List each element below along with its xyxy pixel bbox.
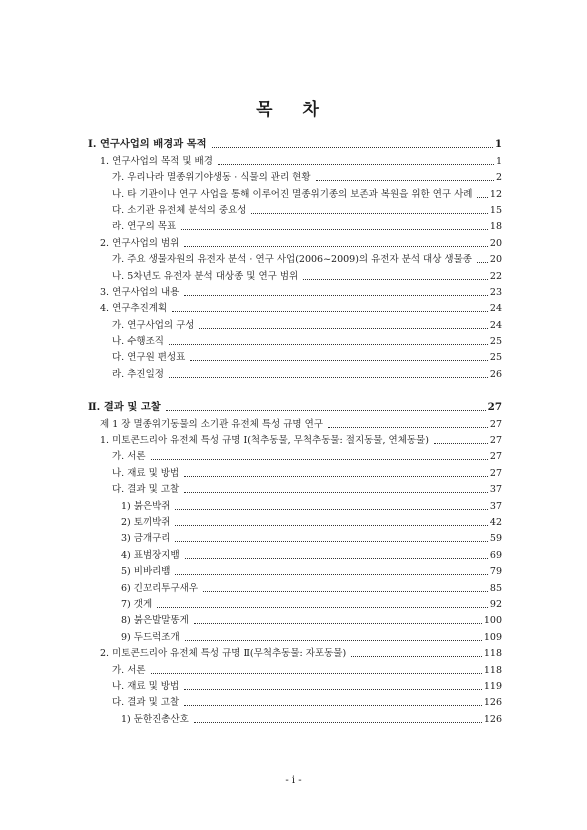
dot-leader (194, 623, 482, 624)
toc-entry[interactable] (88, 347, 502, 363)
dot-leader (328, 427, 488, 428)
dot-leader (185, 640, 482, 641)
toc-entry-title: 5) 비바리뱀 (121, 566, 171, 578)
dot-leader (184, 476, 488, 477)
toc-entry-title: 2) 토끼박쥐 (121, 516, 171, 528)
toc-entry-page: 126 (483, 697, 502, 709)
toc-entry[interactable] (88, 200, 502, 216)
dot-leader (184, 295, 488, 296)
toc-entry-title: 가. 우리나라 멸종위기야생동 · 식물의 관리 현황 (112, 172, 311, 184)
toc-entry-title: 3. 연구사업의 내용 (100, 286, 180, 298)
dot-leader (251, 213, 488, 214)
toc-entry-page: 85 (489, 582, 502, 594)
dot-leader (351, 656, 482, 657)
dot-leader (434, 443, 488, 444)
toc-entry[interactable] (88, 331, 502, 347)
dot-leader (194, 722, 482, 723)
toc-entry-page: 37 (489, 484, 502, 496)
toc-entry[interactable] (88, 659, 502, 675)
toc-entry-title: 8) 붉은발말똥게 (121, 615, 189, 627)
toc-entry-title: 3) 금개구리 (121, 533, 171, 545)
toc-entry-title: 다. 연구원 편성표 (112, 352, 186, 364)
toc-entry-page: 126 (483, 713, 502, 725)
toc-entry[interactable] (88, 643, 502, 659)
toc-entry-page: 23 (489, 286, 502, 298)
toc-entry-page: 27 (489, 467, 502, 479)
dot-leader (175, 509, 487, 510)
toc-entry[interactable] (88, 446, 502, 462)
toc-entry[interactable] (88, 692, 502, 708)
toc-entry-page: 69 (489, 549, 502, 561)
dot-leader (203, 591, 488, 592)
dot-leader (477, 197, 487, 198)
toc-entry-title: 1. 미토콘드리아 유전체 특성 규명 Ⅰ(척추동물, 무척추동물: 절지동물, 연체동물) (100, 435, 429, 447)
toc-entry-title: 나. 재료 및 방법 (112, 680, 180, 692)
toc-entry-page: 25 (489, 336, 502, 348)
toc-entry[interactable] (88, 397, 502, 413)
dot-leader (199, 328, 487, 329)
toc-entry-page: 37 (489, 500, 502, 512)
toc-entry-page: 2 (495, 172, 502, 184)
toc-entry-title: 다. 소기관 유전체 분석의 중요성 (112, 204, 247, 216)
toc-entry[interactable] (88, 167, 502, 183)
toc-entry[interactable] (88, 298, 502, 314)
toc-entry[interactable] (88, 544, 502, 560)
toc-entry-page: 79 (489, 566, 502, 578)
toc-entry-title: 가. 서론 (112, 451, 146, 463)
toc-entry-title: 2. 미토콘드리아 유전체 특성 규명 Ⅱ(무척추동물: 자포동물) (100, 648, 347, 660)
toc-entry-page: 1 (494, 138, 502, 151)
dot-leader (303, 279, 488, 280)
dot-leader (181, 229, 488, 230)
toc-entry-page: 20 (489, 237, 502, 249)
toc-entry[interactable] (88, 134, 502, 150)
toc-entry-title: 가. 주요 생물자원의 유전자 분석 · 연구 사업(2006~2009)의 유전자 분석 대상 생물종 (112, 254, 472, 266)
dot-leader (190, 360, 488, 361)
toc-entry[interactable] (88, 708, 502, 724)
toc-section (88, 397, 502, 725)
toc-entry[interactable] (88, 216, 502, 232)
toc-entry-page: 118 (483, 648, 502, 660)
dot-leader (175, 541, 487, 542)
toc-entry-page: 92 (489, 598, 502, 610)
toc-entry-page: 24 (489, 303, 502, 315)
toc-entry-title: Ⅱ. 결과 및 고찰 (88, 401, 161, 414)
toc-entry-page: 18 (489, 221, 502, 233)
toc-entry-page: 27 (489, 435, 502, 447)
toc-entry[interactable] (88, 413, 502, 429)
toc-entry-title: 다. 결과 및 고찰 (112, 697, 180, 709)
dot-leader (184, 689, 482, 690)
dot-leader (477, 262, 488, 263)
toc-entry[interactable] (88, 462, 502, 478)
toc-entry-page: 59 (489, 533, 502, 545)
toc-entry-title: 나. 타 기관이나 연구 사업을 통해 이루어진 멸종위기종의 보존과 복원을 위한 연구 사례 (112, 188, 473, 200)
dot-leader (169, 344, 488, 345)
toc-entry-page: 100 (483, 615, 502, 627)
toc-entry-title: 1. 연구사업의 목적 및 배경 (100, 155, 213, 167)
dot-leader (175, 525, 487, 526)
toc-entry[interactable] (88, 610, 502, 626)
toc-entry-title: 라. 연구의 목표 (112, 221, 177, 233)
toc-entry[interactable] (88, 183, 502, 199)
dot-leader (166, 410, 486, 411)
table-of-contents (88, 134, 502, 725)
toc-section (88, 134, 502, 380)
dot-leader (172, 311, 488, 312)
dot-leader (169, 377, 488, 378)
dot-leader (184, 246, 488, 247)
toc-entry-title: Ⅰ. 연구사업의 배경과 목적 (88, 138, 207, 151)
toc-entry[interactable] (88, 512, 502, 528)
dot-leader (184, 705, 482, 706)
toc-entry[interactable] (88, 282, 502, 298)
toc-entry[interactable] (88, 479, 502, 495)
toc-entry-title: 1) 둔한진총산호 (121, 713, 189, 725)
dot-leader (185, 558, 488, 559)
toc-entry-title: 1) 붉은박쥐 (121, 500, 171, 512)
dot-leader (151, 459, 488, 460)
toc-entry-title: 제 1 장 멸종위기동물의 소기관 유전체 특성 규명 연구 (100, 418, 323, 430)
toc-entry-page: 20 (489, 254, 502, 266)
page-title: 목 차 (256, 100, 331, 120)
toc-entry-page: 27 (487, 401, 502, 414)
toc-entry[interactable] (88, 249, 502, 265)
toc-entry-title: 4. 연구추진계획 (100, 303, 168, 315)
dot-leader (316, 180, 494, 181)
toc-entry-page: 12 (489, 188, 502, 200)
toc-entry[interactable] (88, 577, 502, 593)
toc-entry[interactable] (88, 314, 502, 330)
toc-entry-title: 나. 수행조직 (112, 336, 164, 348)
toc-entry[interactable] (88, 561, 502, 577)
toc-entry-page: 24 (489, 319, 502, 331)
dot-leader (157, 607, 488, 608)
toc-entry-title: 라. 추진일정 (112, 368, 164, 380)
toc-entry-page: 26 (489, 368, 502, 380)
toc-entry[interactable] (88, 528, 502, 544)
toc-entry[interactable] (88, 495, 502, 511)
toc-entry-page: 109 (483, 631, 502, 643)
toc-entry[interactable] (88, 430, 502, 446)
toc-entry[interactable] (88, 594, 502, 610)
toc-entry-title: 9) 두드럭조개 (121, 631, 180, 643)
toc-entry-page: 42 (489, 516, 502, 528)
toc-entry[interactable] (88, 676, 502, 692)
toc-entry-title: 6) 긴꼬리투구새우 (121, 582, 199, 594)
toc-entry-title: 4) 표범장지뱀 (121, 549, 180, 561)
page-number: - i - (285, 775, 302, 786)
toc-entry-title: 다. 결과 및 고찰 (112, 484, 180, 496)
toc-entry-page: 1 (495, 155, 502, 167)
toc-entry-title: 나. 재료 및 방법 (112, 467, 180, 479)
toc-entry[interactable] (88, 363, 502, 379)
toc-entry-page: 118 (483, 664, 502, 676)
toc-entry[interactable] (88, 265, 502, 281)
toc-entry-page: 25 (489, 352, 502, 364)
toc-entry[interactable] (88, 626, 502, 642)
dot-leader (218, 164, 494, 165)
toc-entry-title: 가. 연구사업의 구성 (112, 319, 195, 331)
toc-entry-page: 27 (489, 418, 502, 430)
dot-leader (175, 574, 487, 575)
dot-leader (212, 147, 493, 148)
toc-entry-page: 22 (489, 270, 502, 282)
toc-entry-title: 나. 5차년도 유전자 분석 대상종 및 연구 범위 (112, 270, 299, 282)
toc-entry-page: 27 (489, 451, 502, 463)
toc-entry-title: 2. 연구사업의 범위 (100, 237, 180, 249)
toc-entry-title: 가. 서론 (112, 664, 146, 676)
dot-leader (184, 492, 488, 493)
toc-entry-title: 7) 갯게 (121, 598, 153, 610)
dot-leader (151, 673, 482, 674)
toc-entry[interactable] (88, 232, 502, 248)
toc-entry-page: 119 (483, 680, 502, 692)
toc-entry[interactable] (88, 150, 502, 166)
section-gap (88, 380, 502, 397)
toc-entry-page: 15 (489, 204, 502, 216)
